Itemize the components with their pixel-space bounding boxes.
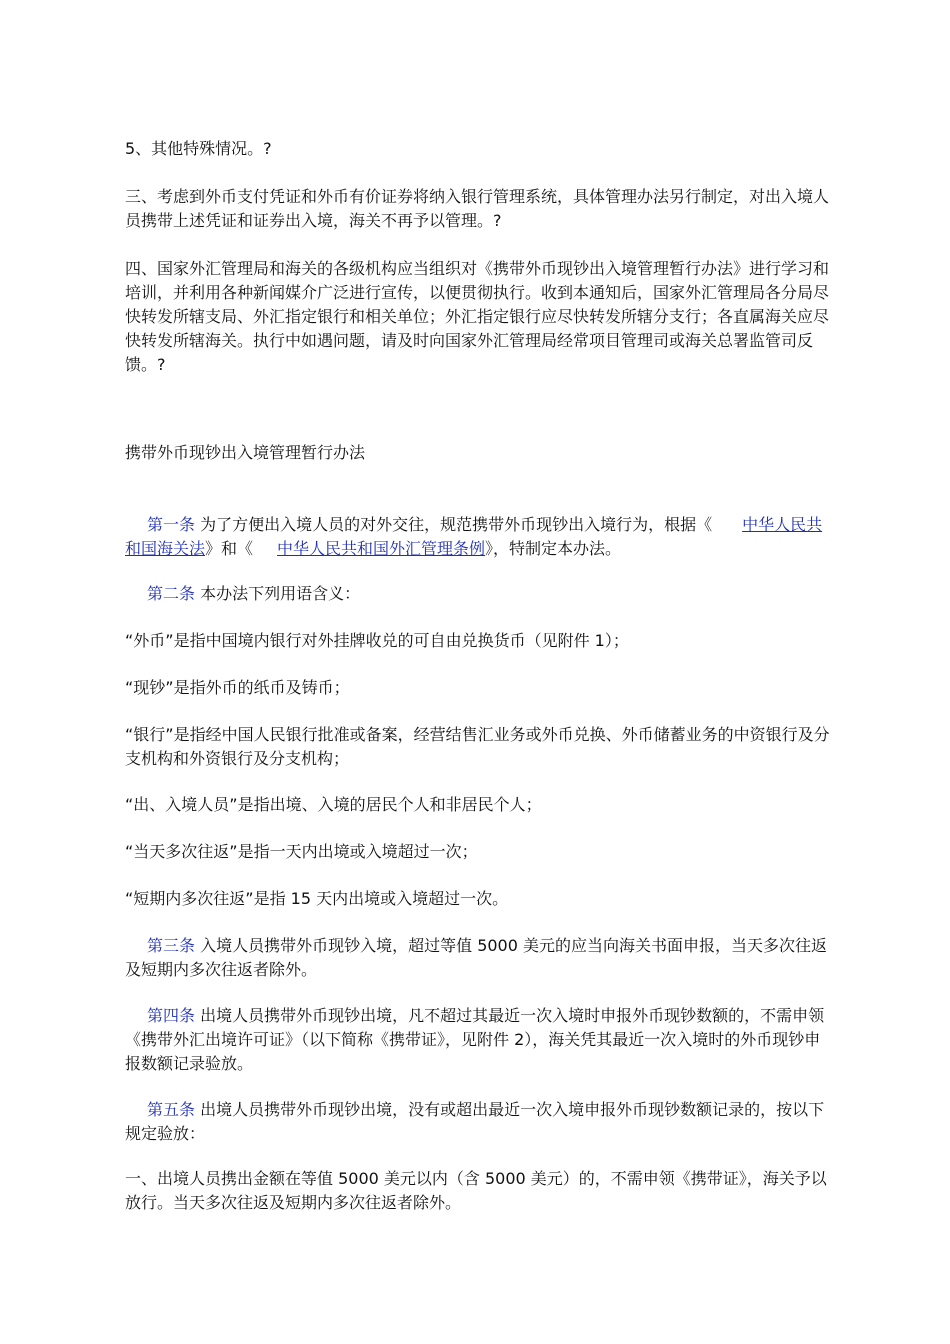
article-1-label: 第一条 [147,515,196,534]
article-2-label: 第二条 [147,584,196,603]
article-2-text: 本办法下列用语含义： [195,584,361,603]
article-4-label: 第四条 [147,1006,196,1025]
article-1-text-3: 》，特制定本办法。 [485,539,622,558]
article-3-label: 第三条 [147,936,196,955]
item-5-other-cases: 5、其他特殊情况。? [125,139,272,158]
definition-cash: “现钞”是指外币的纸币及铸币； [125,678,350,697]
article-4-paragraph [125,1004,833,1076]
article-4-text: 出境人员携带外币现钞出境，凡不超过其最近一次入境时申报外币现钞数额的，不需申领《携带外汇出境许可证》（以下简称《携带证》，见附件 2），海关凭其最近一次入境时的外币现钞申报数额记录验放。 [125,1006,825,1073]
article-5-text: 出境人员携带外币现钞出境，没有或超出最近一次入境申报外币现钞数额记录的，按以下规定验放： [125,1100,825,1143]
article-3-paragraph [125,934,833,982]
article-5-label: 第五条 [147,1100,196,1119]
document-title: 携带外币现钞出入境管理暂行办法 [125,443,366,462]
customs-law-link[interactable]: 中华人民共和国海关法 [125,515,823,558]
article-2-paragraph [125,582,833,606]
article-1-text-1: 为了方便出入境人员的对外交往，规范携带外币现钞出入境行为，根据《 [195,515,713,534]
definition-short-term-trips: “短期内多次往返”是指 15 天内出境或入境超过一次。 [125,889,509,908]
definition-foreign-currency: “外币”是指中国境内银行对外挂牌收兑的可自由兑换货币（见附件 1）； [125,631,629,650]
section-4-paragraph: 四、国家外汇管理局和海关的各级机构应当组织对《携带外币现钞出入境管理暂行办法》进行学习和培训，并利用各种新闻媒介广泛进行宣传，以便贯彻执行。收到本通知后，国家外汇管理局各分局尽快转发所辖支局、外汇指定银行和相关单位；外汇指定银行应尽快转发所辖分支行；各直属海关应尽快转发所辖海关。执行中如遇问题，请及时向国家外汇管理局经常项目管理司或海关总署监管司反馈。? [125,259,830,374]
article-1-text-2: 》和《 [205,539,254,558]
definition-same-day-trips: “当天多次往返”是指一天内出境或入境超过一次； [125,842,478,861]
definition-travellers: “出、入境人员”是指出境、入境的居民个人和非居民个人； [125,795,542,814]
definition-bank: “银行”是指经中国人民银行批准或备案，经营结售汇业务或外币兑换、外币储蓄业务的中资银行及分支机构和外资银行及分支机构； [125,725,830,768]
section-3-paragraph: 三、考虑到外币支付凭证和外币有价证券将纳入银行管理系统，具体管理办法另行制定，对出入境人员携带上述凭证和证券出入境，海关不再予以管理。? [125,187,830,230]
foreign-exchange-regulations-link[interactable]: 中华人民共和国外汇管理条例 [277,539,486,558]
article-5-paragraph [125,1098,833,1146]
article-5-item-1: 一、出境人员携出金额在等值 5000 美元以内（含 5000 美元）的，不需申领《携带证》，海关予以放行。当天多次往返及短期内多次往返者除外。 [125,1169,827,1212]
article-1-paragraph [125,513,833,561]
article-3-text: 入境人员携带外币现钞入境，超过等值 5000 美元的应当向海关书面申报，当天多次往返及短期内多次往返者除外。 [125,936,827,979]
